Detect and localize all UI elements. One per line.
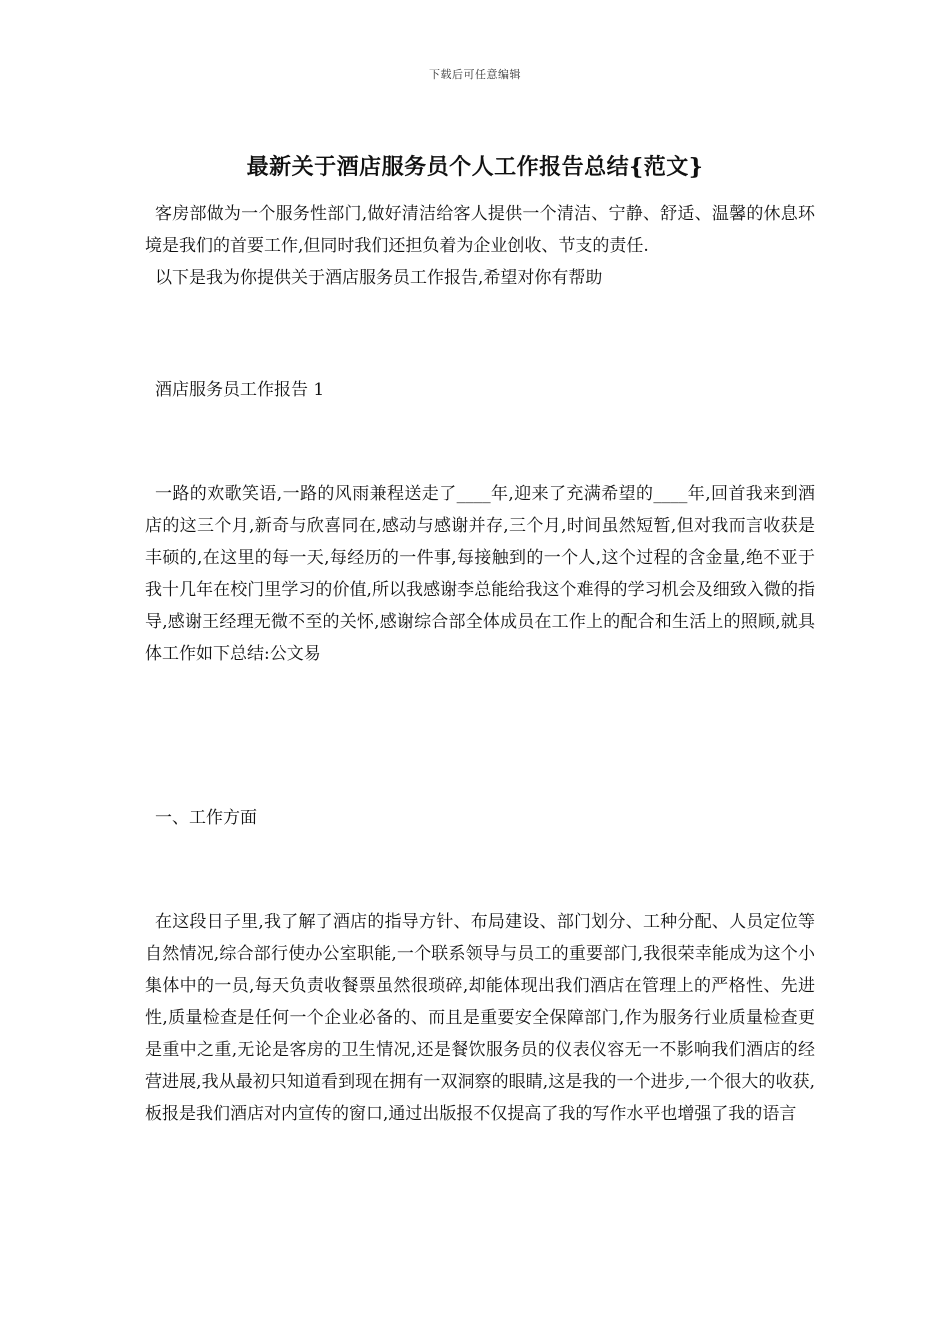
section-2-heading: 一、工作方面 xyxy=(155,808,257,828)
section-1-paragraph: 一路的欢歌笑语,一路的风雨兼程送走了____年,迎来了充满希望的____年,回首我来到酒店的这三个月,新奇与欣喜同在,感动与感谢并存,三个月,时间虽然短暂,但对我而言收获是丰硕的,在这里的每一天,每经历的一件事,每接触到的一个人,这个过程的含金量,绝不亚于我十几年在校门里学习的价值,所以我感谢李总能给我这个难得的学习机会及细致入微的指导,感谢王经理无微不至的关怀,感谢综合部全体成员在工作上的配合和生活上的照顾,就具体工作如下总结:公文易 xyxy=(145,484,815,664)
section-2-paragraph: 在这段日子里,我了解了酒店的指导方针、布局建设、部门划分、工种分配、人员定位等自然情况,综合部行使办公室职能,一个联系领导与员工的重要部门,我很荣幸能成为这个小集体中的一员,每天负责收餐票虽然很琐碎,却能体现出我们酒店在管理上的严格性、先进性,质量检查是任何一个企业必备的、而且是重要安全保障部门,作为服务行业质量检查更是重中之重,无论是客房的卫生情况,还是餐饮服务员的仪表仪容无一不影响我们酒店的经营进展,我从最初只知道看到现在拥有一双洞察的眼睛,这是我的一个进步,一个很大的收获,板报是我们酒店对内宣传的窗口,通过出版报不仅提高了我的写作水平也增强了我的语言 xyxy=(145,912,815,1124)
document-title: 最新关于酒店服务员个人工作报告总结{范文} xyxy=(246,154,704,180)
intro-paragraph-2: 以下是我为你提供关于酒店服务员工作报告,希望对你有帮助 xyxy=(155,268,603,288)
header-note: 下载后可任意编辑 xyxy=(429,68,521,81)
section-1-heading: 酒店服务员工作报告 1 xyxy=(155,380,325,400)
intro-paragraph: 客房部做为一个服务性部门,做好清洁给客人提供一个清洁、宁静、舒适、温馨的休息环境是我们的首要工作,但同时我们还担负着为企业创收、节支的责任. xyxy=(145,204,815,256)
